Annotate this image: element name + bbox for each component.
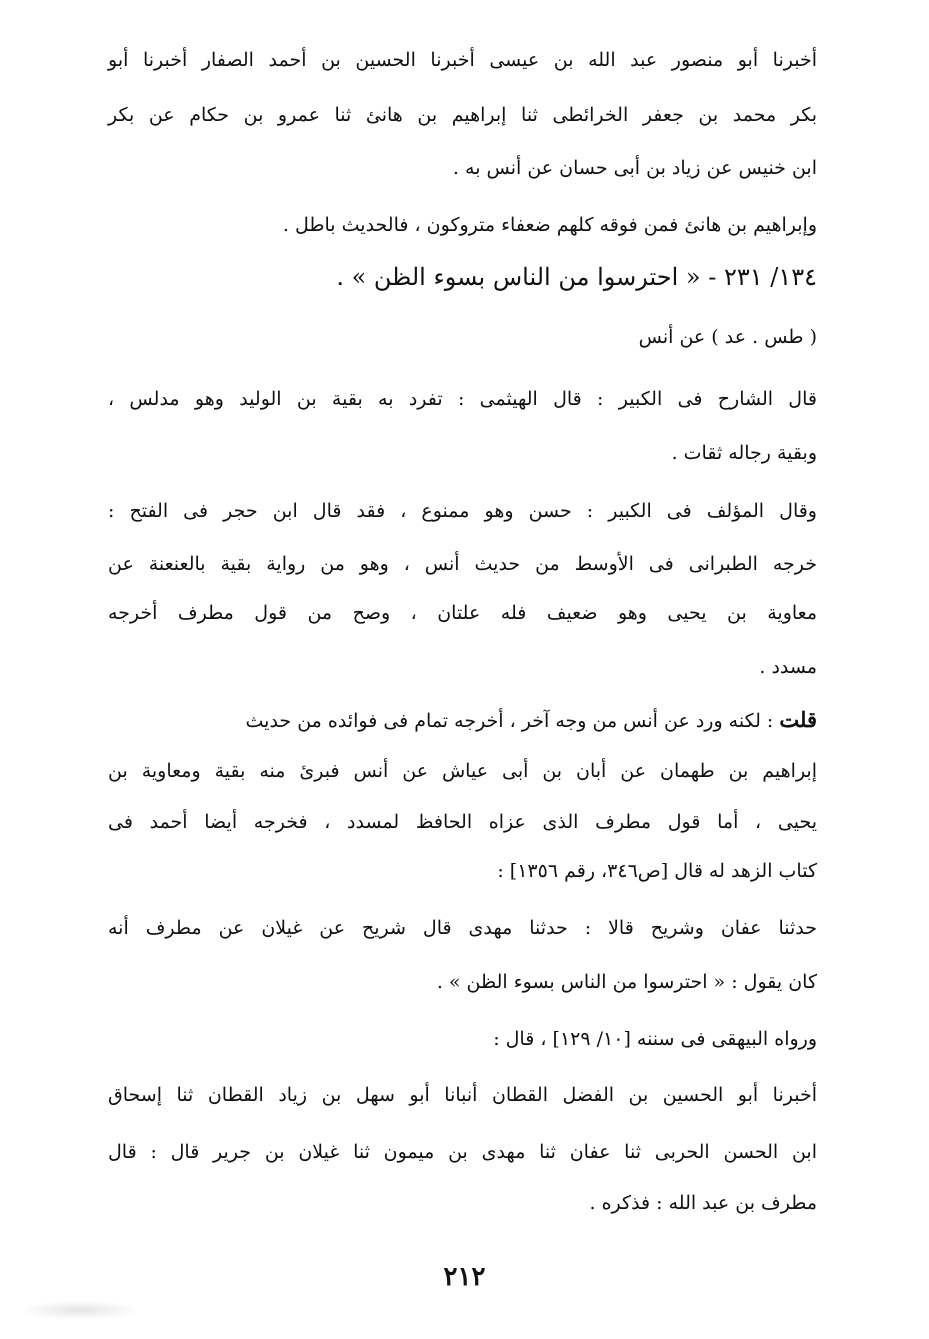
text-line: حدثنا عفان وشريح قالا : حدثنا مهدى قال شريح عن غيلان عن مطرف أنه: [108, 917, 817, 939]
text-line: ورواه البيهقى فى سننه [١٠/ ١٢٩] ، قال :: [493, 1028, 817, 1050]
text-line: قال الشارح فى الكبير : قال الهيثمى : تفرد به بقية بن الوليد وهو مدلس ،: [108, 388, 817, 410]
text-line: وإبراهيم بن هانئ فمن فوقه كلهم ضعفاء متروكون ، فالحديث باطل .: [282, 214, 817, 236]
text-line: يحيى ، أما قول مطرف الذى عزاه الحافظ لمسدد ، فخرجه أيضا أحمد فى: [108, 811, 817, 833]
text-line: مسدد .: [759, 656, 817, 678]
text-line: وقال المؤلف فى الكبير : حسن وهو ممنوع ، فقد قال ابن حجر فى الفتح :: [108, 500, 817, 522]
page-number: ٢١٢: [443, 1262, 486, 1292]
text-line: كتاب الزهد له قال [ص٣٤٦، رقم ١٣٥٦] :: [497, 860, 817, 882]
text-line: ابن خنيس عن زياد بن أبى حسان عن أنس به .: [452, 157, 817, 179]
text-line: كان يقول : « احترسوا من الناس بسوء الظن » .: [436, 971, 817, 993]
text-line: ابن الحسن الحربى ثنا عفان ثنا مهدى بن ميمون ثنا غيلان بن جرير قال : قال: [108, 1141, 817, 1163]
scan-smudge: [20, 1300, 140, 1320]
text-line: مطرف بن عبد الله : فذكره .: [589, 1192, 817, 1214]
text-line: أخبرنا أبو الحسين بن الفضل القطان أنبانا أبو سهل بن زياد القطان ثنا إسحاق: [108, 1084, 817, 1106]
text-line: معاوية بن يحيى وهو ضعيف فله علتان ، وصح من قول مطرف أخرجه: [108, 602, 817, 624]
text-line: : لكنه ورد عن أنس من وجه آخر ، أخرجه تمام فى فوائده من حديث: [245, 710, 774, 732]
text-line: خرجه الطبرانى فى الأوسط من حديث أنس ، وهو من رواية بقية بالعنعنة عن: [108, 553, 817, 575]
hadith-heading: ١٣٤/ ٢٣١ - « احترسوا من الناس بسوء الظن » .: [336, 263, 817, 291]
text-line: إبراهيم بن طهمان عن أبان بن أبى عياش عن أنس فبرئ منه بقية ومعاوية بن: [108, 760, 817, 782]
text-line: وبقية رجاله ثقات .: [671, 442, 817, 464]
text-line: بكر محمد بن جعفر الخرائطى ثنا إبراهيم بن هانئ ثنا عمرو بن حكام عن بكر: [108, 104, 817, 126]
qult-label: قلت: [779, 707, 817, 732]
qult-paragraph-first-line: [108, 705, 817, 736]
text-line: أخبرنا أبو منصور عبد الله بن عيسى أخبرنا الحسين بن أحمد الصفار أخبرنا أبو: [108, 49, 817, 71]
hadith-source: ( طس . عد ) عن أنس: [638, 326, 817, 348]
